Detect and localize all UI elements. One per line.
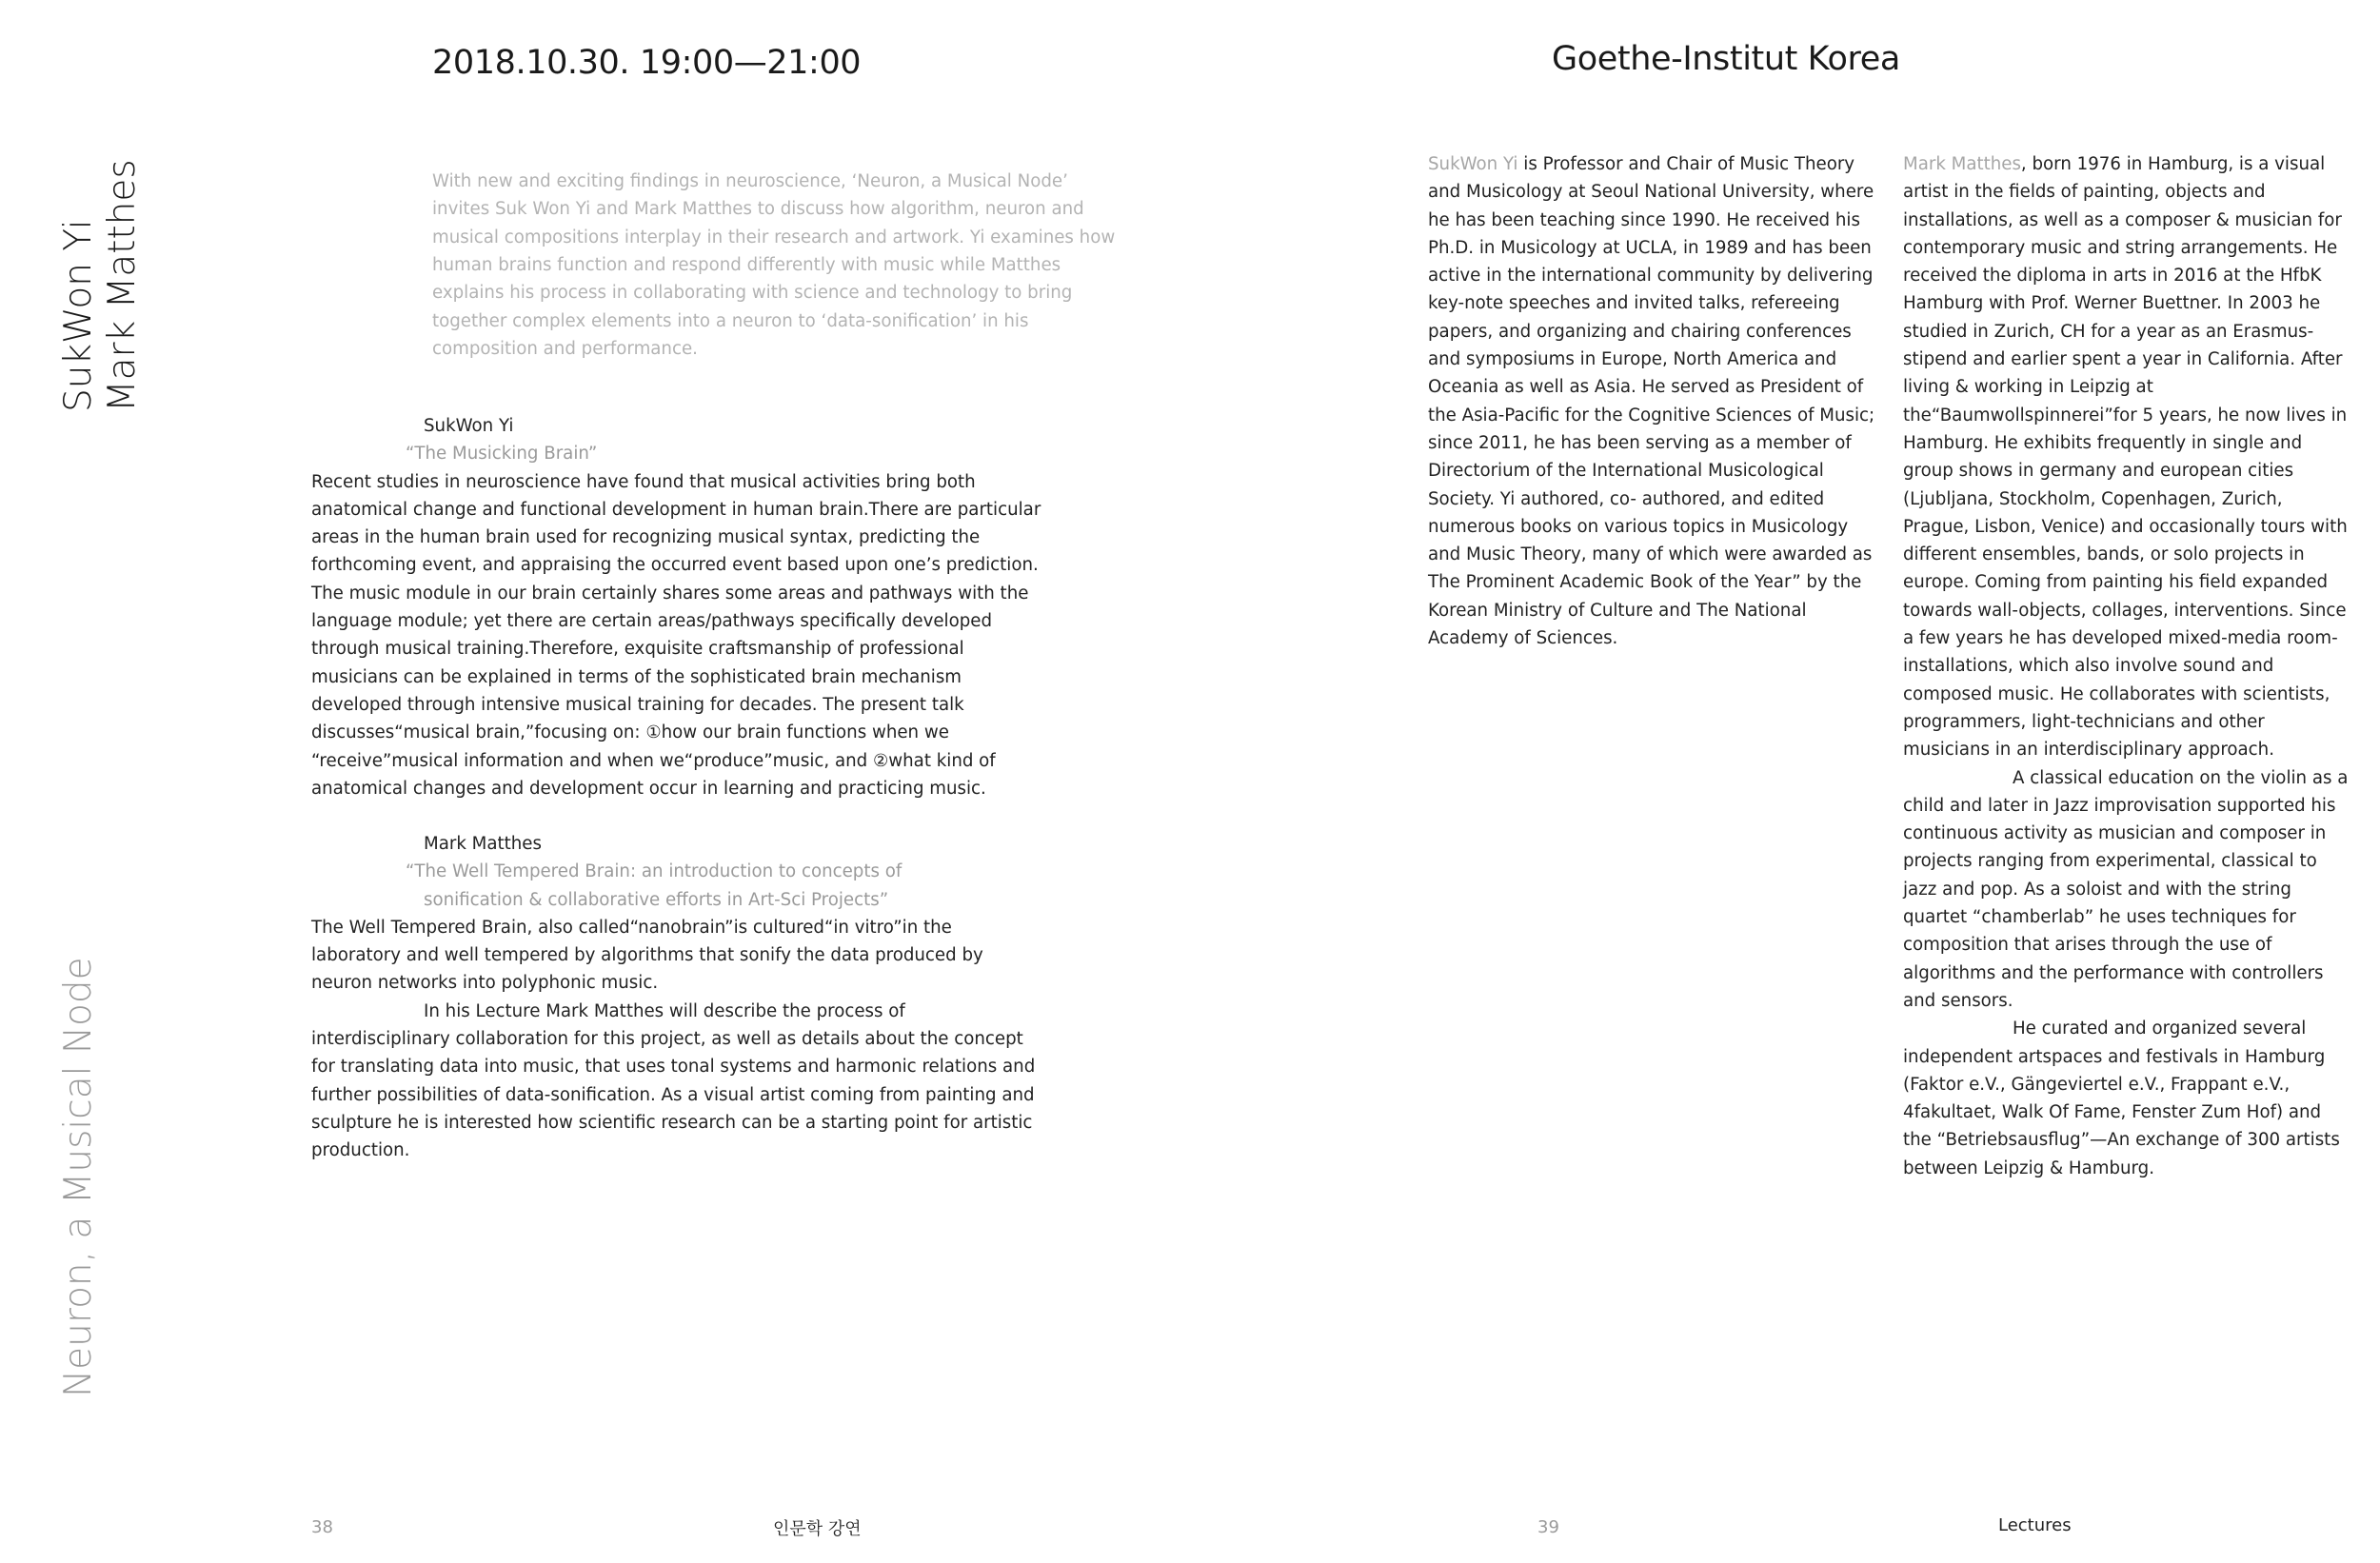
bio-name: SukWon Yi <box>1428 154 1518 174</box>
vertical-name-yi: SukWon Yi <box>57 219 100 412</box>
section-label: Lectures <box>1998 1515 2072 1535</box>
talk-title-line-2: sonification & collaborative efforts in Art-Sci Projects” <box>424 889 889 910</box>
talk-abstract: Recent studies in neuroscience have found that musical activities bring both anatomical change and functional development in human brain.There are particular areas in the human brain used for recognizing musical syntax, predicting the forthcoming event, and appraising the occurred event based upon one’s prediction. The music module in our brain certainly shares some areas and pathways with the language module; yet there are certain areas/pathways specifically developed through musical training.Therefore, exquisite craftsmanship of professional musicians can be explained in terms of the sophisticated brain mechanism developed through intensive musical training for decades. The present talk discusses“musical brain,”focusing on: ①how our brain functions when we “receive”musical information and when we“produce”music, and ②what kind of anatomical changes and development occur in learning and practicing music. <box>311 471 1041 799</box>
talk-title: “The Musicking Brain” <box>406 444 598 465</box>
page-number: 39 <box>1537 1517 1559 1537</box>
venue-name: Goethe-Institut Korea <box>1552 40 1900 78</box>
speaker-name: SukWon Yi <box>424 416 514 436</box>
talk-abstract-paragraph-1: The Well Tempered Brain, also called“nanobrain”is cultured“in vitro”in the laboratory and well tempered by algorithms that sonify the data produced by neuron networks into polyphonic music. <box>311 917 983 994</box>
speaker-block-matthes <box>311 830 1044 1165</box>
bio-yi <box>1428 150 1875 652</box>
talk-title <box>311 858 1044 914</box>
speaker-names-vertical <box>57 159 145 412</box>
right-page <box>1190 0 2380 1563</box>
page-number: 38 <box>311 1517 333 1537</box>
bio-name: Mark Matthes <box>1903 154 2021 174</box>
bio-paragraph-2: A classical education on the violin as a child and later in Jazz improvisation supported his continuous activity as musician and composer in projects ranging from experimental, classical to jazz and pop. As a soloist and with the string quartet “chamberlab” he uses techniques for composition that arises through the use of algorithms and the performance with controllers and sensors. <box>1903 767 2349 1011</box>
intro-paragraph: With new and exciting findings in neuroscience, ‘Neuron, a Musical Node’ invites Suk Won Yi and Mark Matthes to discuss how algorithm, neuron and musical compositions interplay in their research and artwork. Yi examines how human brains function and respond differently with music while Matthes explains his process in collaborating with science and technology to bring together complex elements into a neuron to ‘data-sonification’ in his composition and performance. <box>432 171 1116 359</box>
talk-abstract-paragraph-2: In his Lecture Mark Matthes will describe the process of interdisciplinary collaboration for this project, as well as details about the concept for translating data into music, that uses tonal systems and harmonic relations and further possibilities of data-sonification. As a visual artist coming from painting and sculpture he is interested how scientific research can be a starting point for artistic production. <box>311 1000 1036 1161</box>
bio-matthes <box>1903 150 2350 1182</box>
section-label: 인문학 강연 <box>773 1519 862 1539</box>
speaker-block-yi <box>311 412 1044 802</box>
bio-text: is Professor and Chair of Music Theory and Musicology at Seoul National University, where he has been teaching since 1990. He received his Ph.D. in Musicology at UCLA, in 1989 and has been active in the international community by delivering key-note speeches and invited talks, refereeing papers, and organizing and chairing conferences and symposiums in Europe, North America and Oceania as well as Asia. He served as President of the Asia-Pacific for the Cognitive Sciences of Music; since 2011, he has been serving as a member of Directorium of the International Musicological Society. Yi authored, co- authored, and edited numerous books on various topics in Musicology and Music Theory, many of which were awarded as The Prominent Academic Book of the Year” by the Korean Ministry of Culture and The National Academy of Sciences. <box>1428 154 1875 649</box>
bio-paragraph-3: He curated and organized several independent artspaces and festivals in Hamburg (Faktor e.V., Gängeviertel e.V., Frappant e.V., 4fakultaet, Walk Of Fame, Fenster Zum Hof) and the “Betriebsausflug”—An exchange of 300 artists between Leipzig & Hamburg. <box>1903 1019 2340 1178</box>
bio-paragraph-1: , born 1976 in Hamburg, is a visual artist in the fields of painting, objects and installations, as well as a composer & musician for contemporary music and string arrangements. He received the diploma in arts in 2016 at the HfbK Hamburg with Prof. Werner Buettner. In 2003 he studied in Zurich, CH for a year as an Erasmus-stipend and earlier spent a year in California. After living & working in Leipzig at the“Baumwollspinnerei”for 5 years, he now lives in Hamburg. He exhibits frequently in single and group shows in germany and european cities (Ljubljana, Stockholm, Copenhagen, Zurich, Prague, Lisbon, Venice) and occasionally tours with different ensembles, bands, or solo projects in europe. Coming from painting his field expanded towards wall-objects, collages, interventions. Since a few years he has developed mixed-media room-installations, which also involve sound and composed music. He collaborates with scientists, programmers, light-technicians and other musicians in an interdisciplinary approach. <box>1903 154 2348 761</box>
speaker-name: Mark Matthes <box>424 834 542 854</box>
event-date-time: 2018.10.30. 19:00—21:00 <box>432 44 862 82</box>
event-title-vertical: Neuron, a Musical Node <box>57 957 100 1397</box>
vertical-name-matthes: Mark Matthes <box>101 159 145 412</box>
talk-title-line-1: “The Well Tempered Brain: an introduction to concepts of <box>406 861 902 882</box>
